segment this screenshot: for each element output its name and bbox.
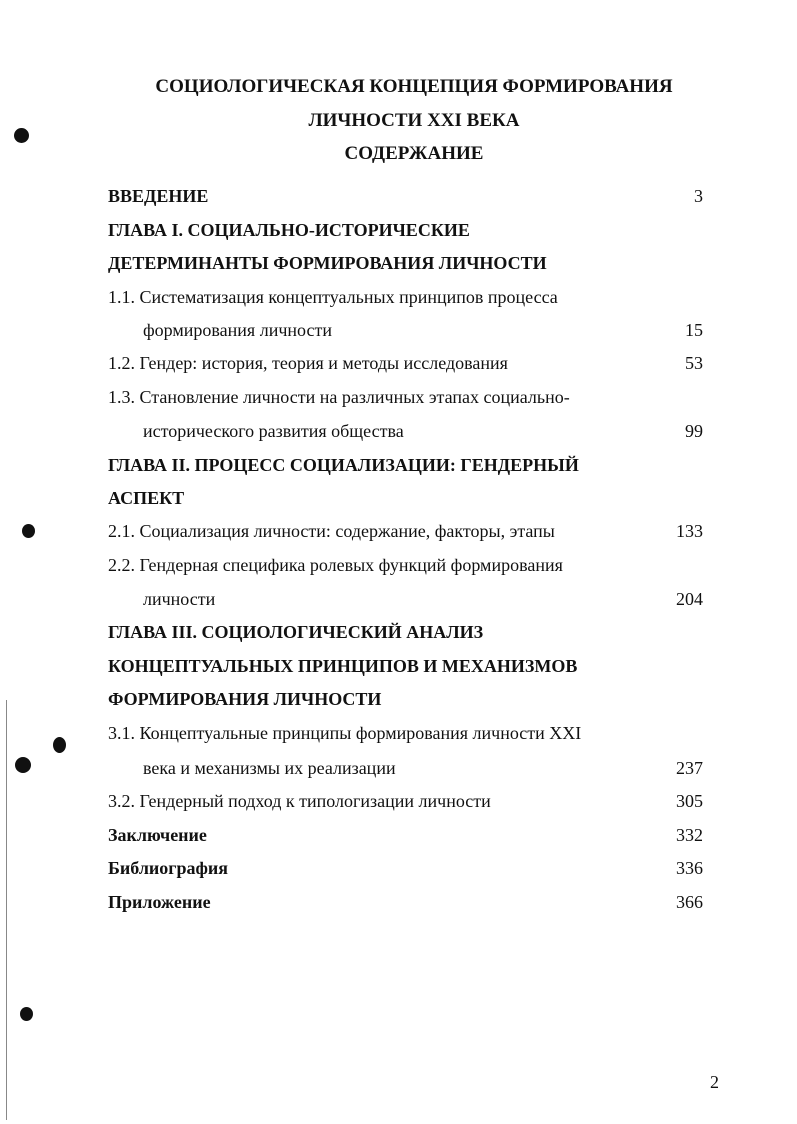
toc-section-3-1-line-2: века и механизмы их реализации [143,758,396,778]
binding-edge-line [6,700,7,1120]
toc-section-3-1-line-1: 3.1. Концептуальные принципы формирования личности XXI [108,723,582,743]
toc-chapter-3-line-1: ГЛАВА III. СОЦИОЛОГИЧЕСКИЙ АНАЛИЗ [108,622,484,642]
toc-conclusion-page: 332 [676,825,703,845]
toc-intro-label: ВВЕДЕНИЕ [108,186,209,206]
toc-section-2-2-line-1: 2.2. Гендерная специфика ролевых функций формирования [108,555,563,575]
document-title-line-2: ЛИЧНОСТИ XXI ВЕКА [308,110,520,131]
toc-section-1-3-line-2: исторического развития общества [143,421,404,441]
punch-hole-mark [22,524,35,538]
toc-bibliography-page: 336 [676,858,703,878]
toc-chapter-3-line-2: КОНЦЕПТУАЛЬНЫХ ПРИНЦИПОВ И МЕХАНИЗМОВ [108,656,578,676]
document-title-line-1: СОЦИОЛОГИЧЕСКАЯ КОНЦЕПЦИЯ ФОРМИРОВАНИЯ [155,76,673,97]
toc-section-1-2-page: 53 [685,353,703,373]
punch-hole-mark [15,757,31,773]
toc-conclusion-label: Заключение [108,825,207,845]
toc-section-1-3-line-1: 1.3. Становление личности на различных этапах социально- [108,387,570,407]
toc-section-1-1-page: 15 [685,320,703,340]
punch-hole-mark [53,737,66,753]
toc-section-1-3-page: 99 [685,421,703,441]
toc-section-2-2-page: 204 [676,589,703,609]
contents-heading: СОДЕРЖАНИЕ [344,143,484,164]
toc-chapter-3-line-3: ФОРМИРОВАНИЯ ЛИЧНОСТИ [108,689,382,709]
toc-chapter-1-line-2: ДЕТЕРМИНАНТЫ ФОРМИРОВАНИЯ ЛИЧНОСТИ [108,253,547,273]
toc-bibliography-label: Библиография [108,858,229,878]
toc-intro-page: 3 [694,186,703,206]
toc-section-3-2-line-1: 3.2. Гендерный подход к типологизации личности [108,791,491,811]
toc-section-3-1-page: 237 [676,758,703,778]
toc-appendix-page: 366 [676,892,703,912]
toc-section-1-1-line-2: формирования личности [143,320,332,340]
toc-chapter-1-line-1: ГЛАВА I. СОЦИАЛЬНО-ИСТОРИЧЕСКИЕ [108,220,470,240]
toc-appendix-label: Приложение [108,892,211,912]
toc-chapter-2-line-2: АСПЕКТ [108,488,185,508]
toc-section-3-2-page: 305 [676,791,703,811]
page-number: 2 [710,1072,719,1092]
toc-section-1-2-line-1: 1.2. Гендер: история, теория и методы исследования [108,353,508,373]
toc-section-2-1-line-1: 2.1. Социализация личности: содержание, факторы, этапы [108,521,555,541]
punch-hole-mark [20,1007,33,1021]
toc-section-2-1-page: 133 [676,521,703,541]
toc-section-2-2-line-2: личности [143,589,216,609]
toc-chapter-2-line-1: ГЛАВА II. ПРОЦЕСС СОЦИАЛИЗАЦИИ: ГЕНДЕРНЫЙ [108,455,579,475]
toc-section-1-1-line-1: 1.1. Систематизация концептуальных принципов процесса [108,287,558,307]
